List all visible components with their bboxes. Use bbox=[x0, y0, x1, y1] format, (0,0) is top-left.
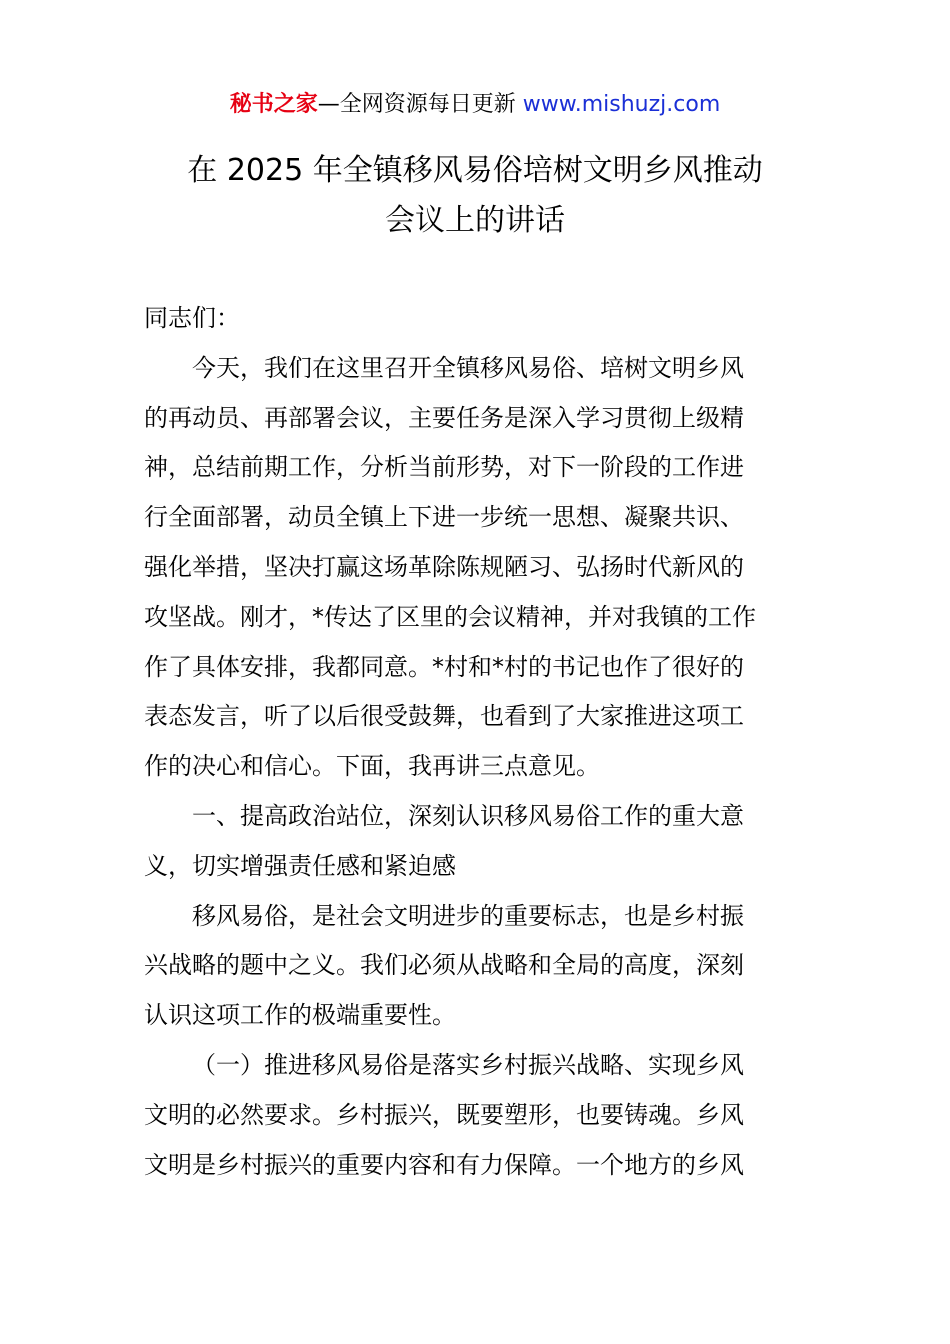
text-line: 攻坚战。刚才，*传达了区里的会议精神，并对我镇的工作 bbox=[144, 602, 756, 631]
site-link[interactable]: www.mishuzj.com bbox=[522, 92, 721, 117]
text-line: 的再动员、再部署会议，主要任务是深入学习贯彻上级精 bbox=[144, 403, 744, 432]
brand-name: 秘书之家 bbox=[229, 92, 318, 117]
text-line: 文明的必然要求。乡村振兴，既要塑形，也要铸魂。乡风 bbox=[144, 1100, 744, 1129]
text-line: 一、提高政治站位，深刻认识移风易俗工作的重大意 bbox=[192, 801, 744, 830]
document-body bbox=[144, 294, 806, 1190]
paragraph-3 bbox=[144, 1041, 806, 1190]
text-line: 强化举措，坚决打赢这场革除陈规陋习、弘扬时代新风的 bbox=[144, 552, 744, 581]
section-heading-1 bbox=[144, 792, 806, 892]
text-line: 神，总结前期工作，分析当前形势，对下一阶段的工作进 bbox=[144, 453, 744, 482]
text-line: 今天，我们在这里召开全镇移风易俗、培树文明乡风 bbox=[192, 353, 744, 382]
paragraph-1 bbox=[144, 344, 806, 792]
title-line-2: 会议上的讲话 bbox=[385, 203, 565, 238]
text-line: 兴战略的题中之义。我们必须从战略和全局的高度，深刻 bbox=[144, 951, 744, 980]
text-line: 作了具体安排，我都同意。*村和*村的书记也作了很好的 bbox=[144, 652, 744, 681]
text-line: 表态发言，听了以后很受鼓舞，也看到了大家推进这项工 bbox=[144, 702, 744, 731]
text-line: 义，切实增强责任感和紧迫感 bbox=[144, 851, 456, 880]
text-line: 作的决心和信心。下面，我再讲三点意见。 bbox=[144, 752, 600, 781]
greeting: 同志们： bbox=[144, 304, 240, 332]
document-title bbox=[0, 146, 950, 246]
site-header bbox=[0, 88, 950, 122]
paragraph-2 bbox=[144, 892, 806, 1041]
text-line: （一）推进移风易俗是落实乡村振兴战略、实现乡风 bbox=[192, 1050, 744, 1079]
text-line: 行全面部署，动员全镇上下进一步统一思想、凝聚共识、 bbox=[144, 503, 744, 532]
header-tagline: —全网资源每日更新 bbox=[317, 92, 523, 117]
text-line: 移风易俗，是社会文明进步的重要标志，也是乡村振 bbox=[192, 901, 744, 930]
text-line: 认识这项工作的极端重要性。 bbox=[144, 1001, 456, 1030]
text-line: 文明是乡村振兴的重要内容和有力保障。一个地方的乡风 bbox=[144, 1150, 744, 1179]
title-line-1: 在 2025 年全镇移风易俗培树文明乡风推动 bbox=[187, 153, 763, 188]
